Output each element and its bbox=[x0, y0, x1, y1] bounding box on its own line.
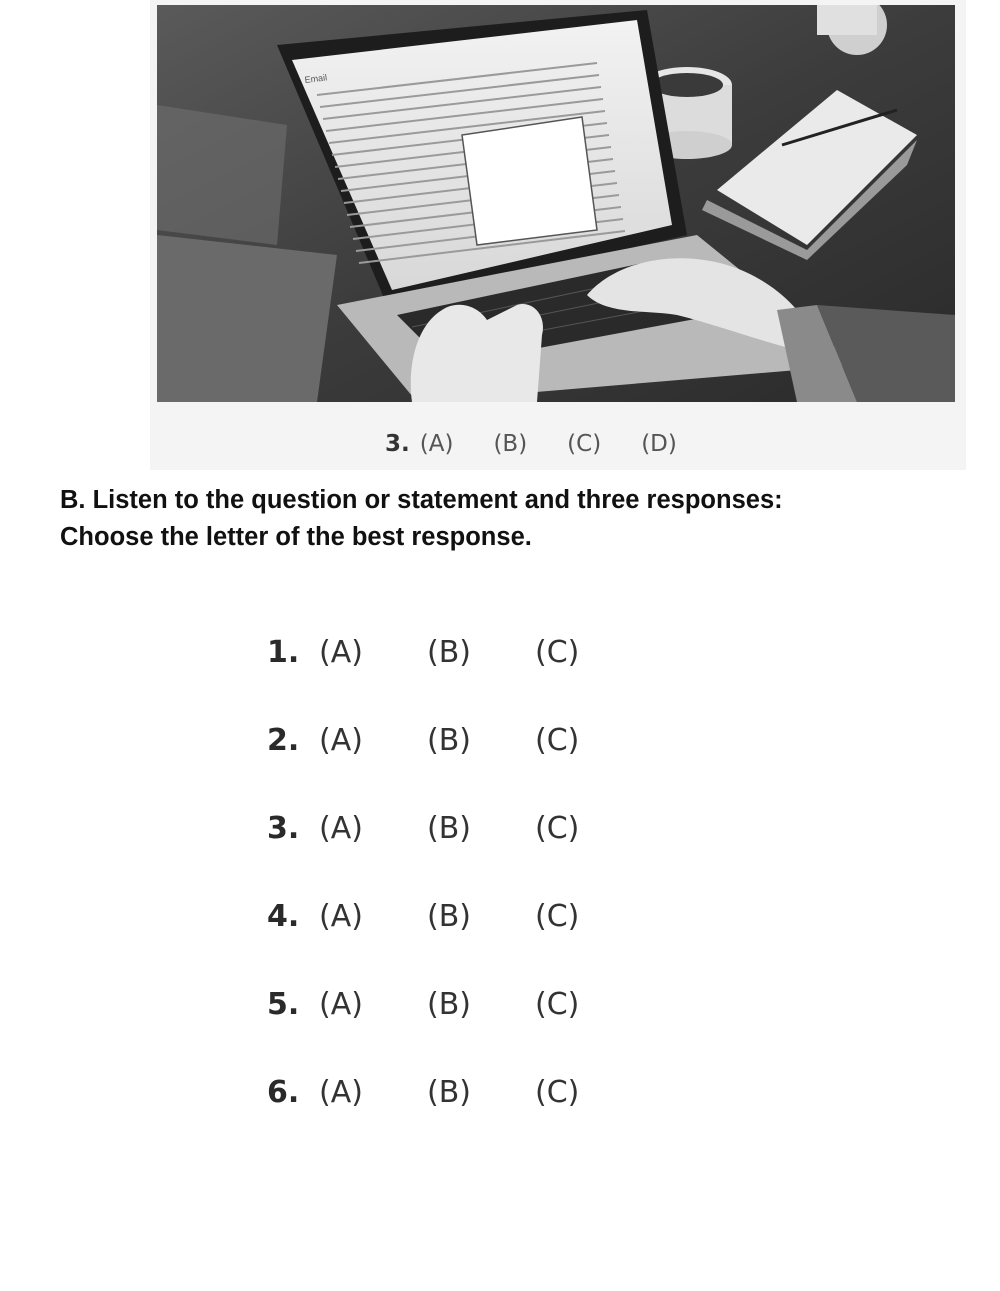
question-number: 3. bbox=[385, 431, 410, 457]
option-c[interactable]: (C) bbox=[535, 634, 580, 670]
answer-row bbox=[267, 1048, 643, 1136]
answer-number: 1. bbox=[267, 634, 300, 670]
option-a[interactable]: (A) bbox=[319, 810, 363, 846]
instructions-line-1: B. Listen to the question or statement and three responses: bbox=[60, 486, 783, 514]
option-c[interactable]: (C) bbox=[535, 810, 580, 846]
option-a[interactable]: (A) bbox=[319, 1074, 363, 1110]
option-b[interactable]: (B) bbox=[427, 722, 471, 758]
instructions-line-2: Choose the letter of the best response. bbox=[60, 523, 532, 551]
option-b[interactable]: (B) bbox=[427, 634, 471, 670]
answer-number: 5. bbox=[267, 986, 300, 1022]
option-c[interactable]: (C) bbox=[535, 1074, 580, 1110]
answer-number: 3. bbox=[267, 810, 300, 846]
option-d[interactable]: (D) bbox=[641, 431, 677, 457]
answer-row bbox=[267, 872, 643, 960]
answer-number: 6. bbox=[267, 1074, 300, 1110]
option-b[interactable]: (B) bbox=[427, 898, 471, 934]
option-a[interactable]: (A) bbox=[419, 431, 454, 457]
option-b[interactable]: (B) bbox=[427, 1074, 471, 1110]
option-b[interactable]: (B) bbox=[493, 431, 528, 457]
option-a[interactable]: (A) bbox=[319, 986, 363, 1022]
screen-title: Email bbox=[304, 72, 328, 85]
option-c[interactable]: (C) bbox=[535, 722, 580, 758]
answer-number: 4. bbox=[267, 898, 300, 934]
option-c[interactable]: (C) bbox=[567, 431, 602, 457]
section-instructions bbox=[60, 482, 960, 556]
option-b[interactable]: (B) bbox=[427, 810, 471, 846]
option-c[interactable]: (C) bbox=[535, 986, 580, 1022]
answer-number: 2. bbox=[267, 722, 300, 758]
answer-row bbox=[267, 608, 643, 696]
answer-row bbox=[267, 960, 643, 1048]
photo-question bbox=[385, 424, 717, 464]
option-a[interactable]: (A) bbox=[319, 722, 363, 758]
answer-row bbox=[267, 696, 643, 784]
option-a[interactable]: (A) bbox=[319, 898, 363, 934]
option-b[interactable]: (B) bbox=[427, 986, 471, 1022]
option-a[interactable]: (A) bbox=[319, 634, 363, 670]
option-c[interactable]: (C) bbox=[535, 898, 580, 934]
answer-row bbox=[267, 784, 643, 872]
laptop-email-photo bbox=[157, 5, 955, 402]
answer-list bbox=[267, 608, 643, 1136]
